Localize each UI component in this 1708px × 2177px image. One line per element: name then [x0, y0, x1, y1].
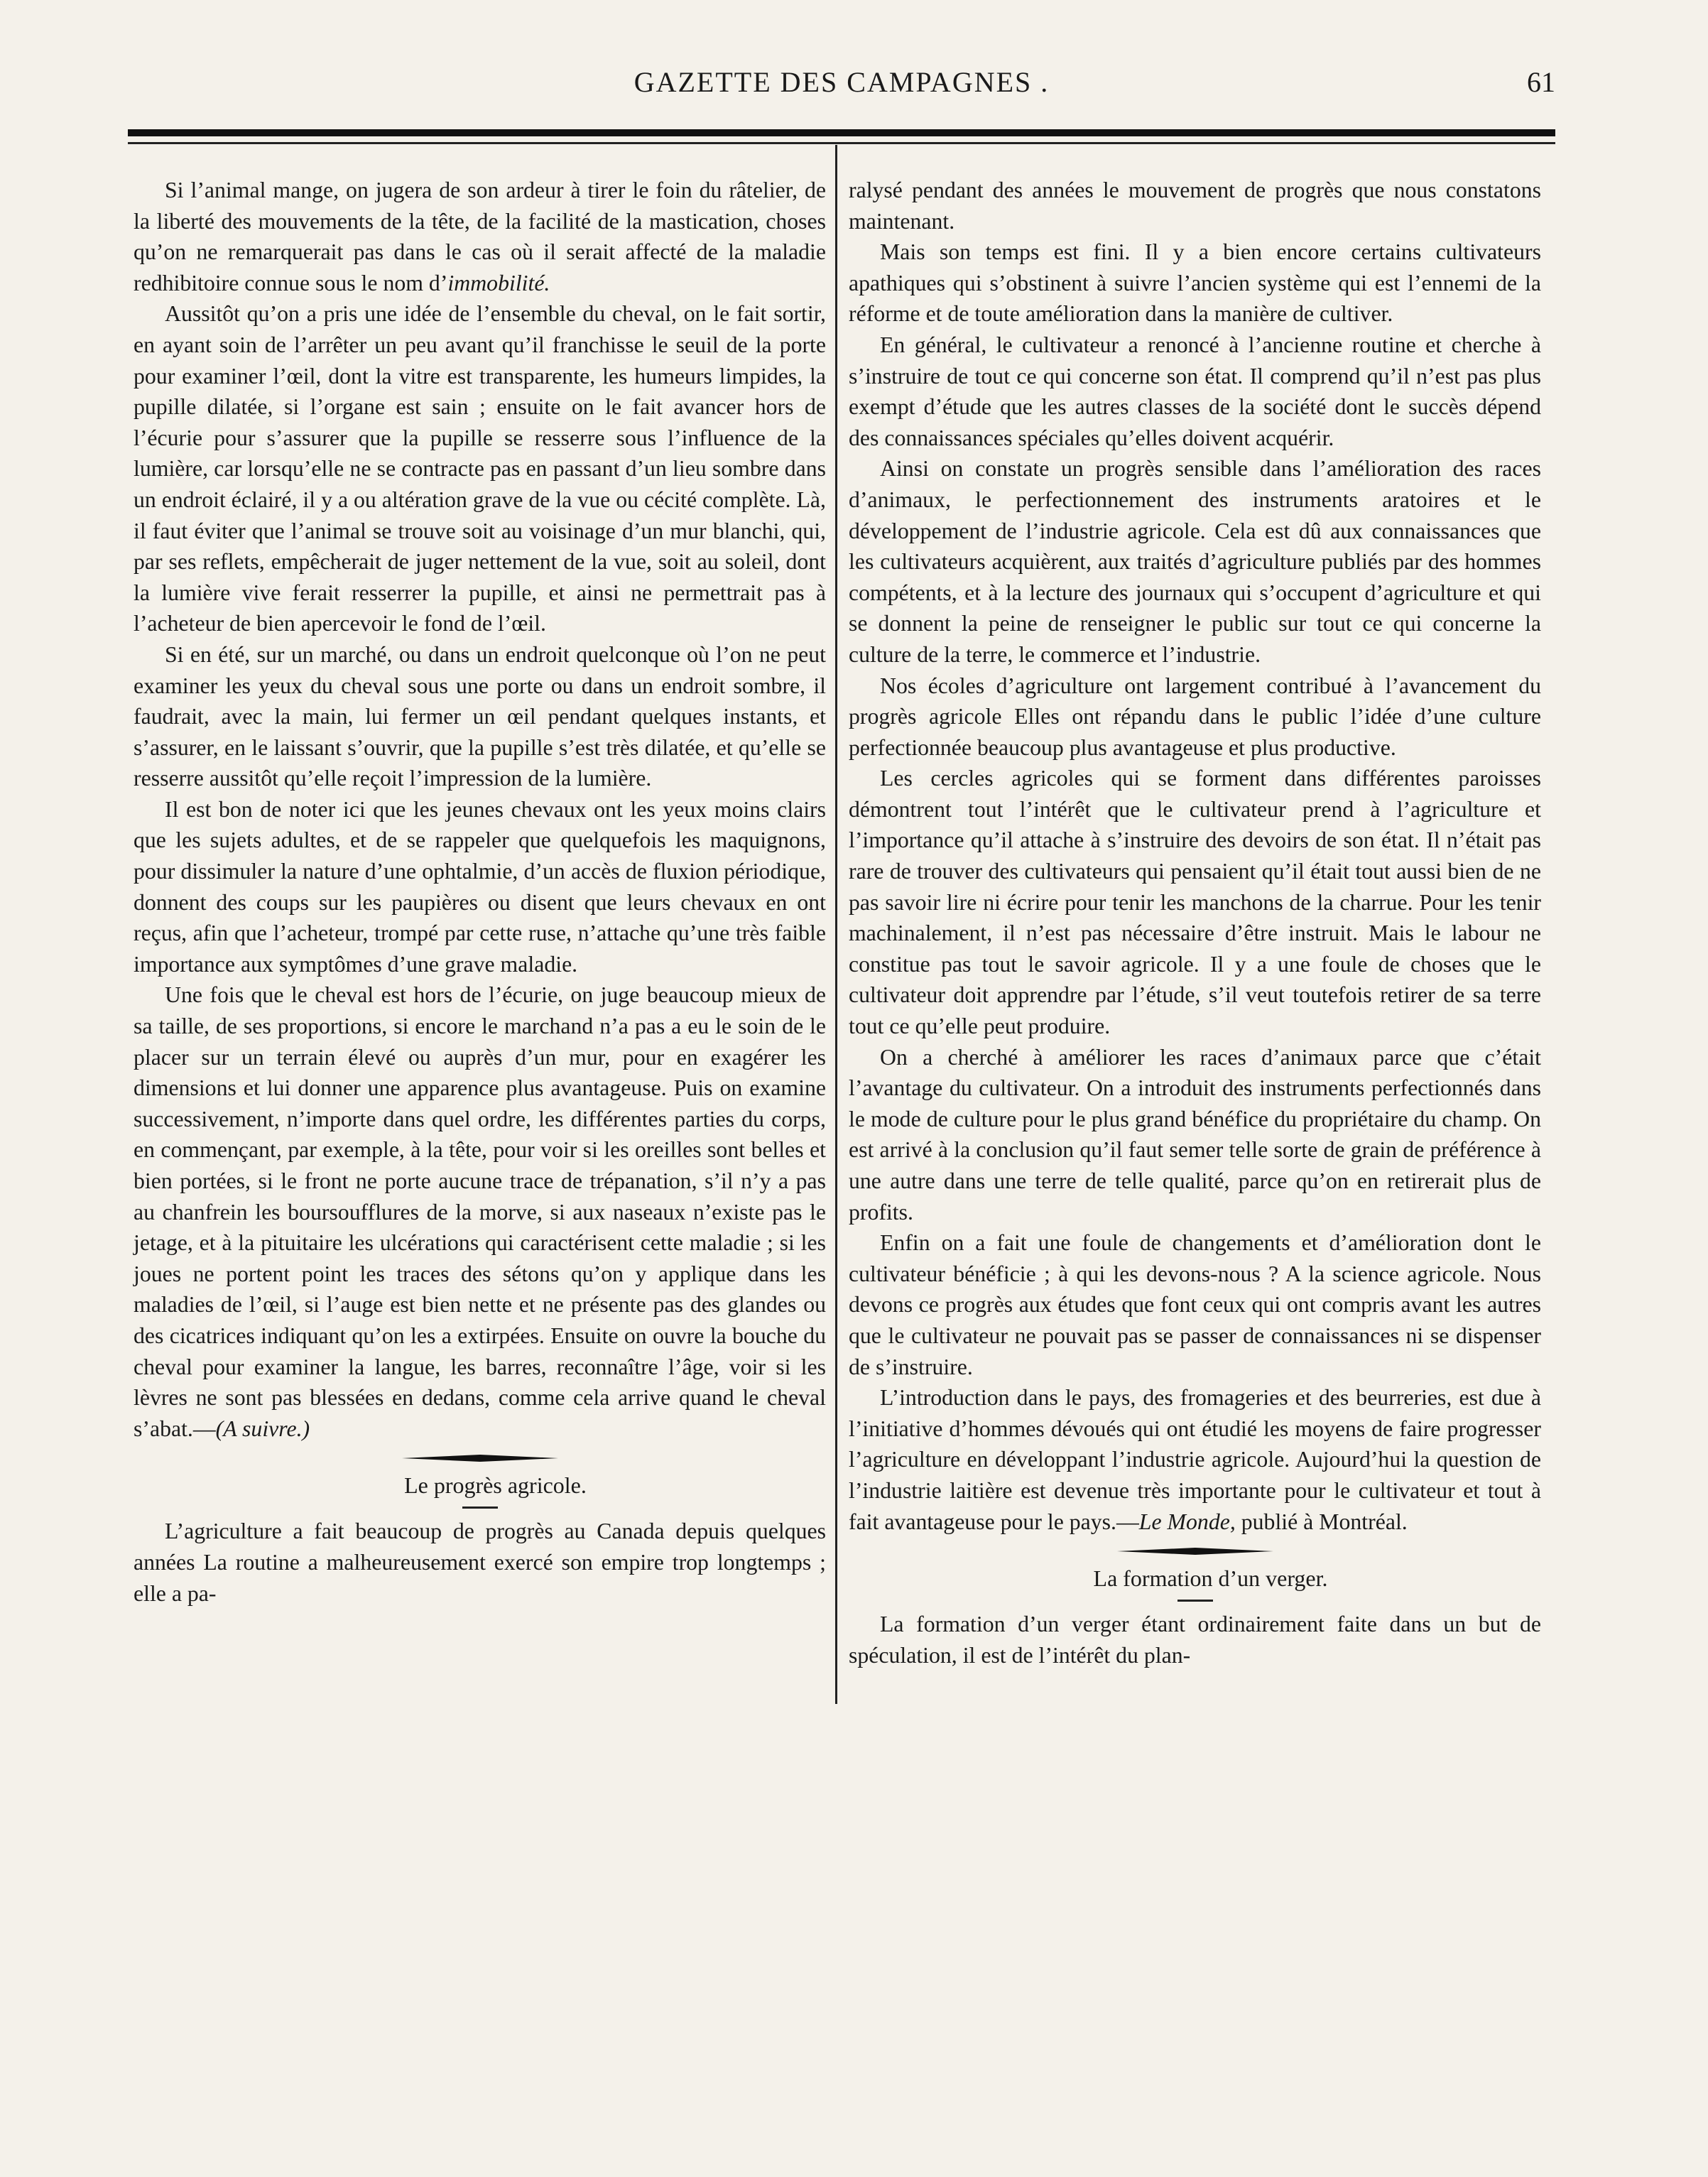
- paragraph-text: Une fois que le cheval est hors de l’écurie, on juge beaucoup mieux de sa taille, de ses proportions, si encore le marchand n’a pas a eu le soin de le placer sur un terrain élevé ou auprès d’un mur, pour en exagérer les dimensions et lui donner une apparence plus avantageuse. Puis on examine successivement, n’importe dans quel ordre, les différentes parties du corps, en commençant, par exemple, à la tête, pour voir si les oreilles sont belles et bien portées, si le front ne porte aucune trace de trépanation, s’il n’y a pas au chanfrein les boursoufflures de la morve, si aux naseaux n’existe pas le jetage, et à la pituitaire les ulcérations qui caractérisent cette maladie ; si les joues ne portent point les traces des sétons qu’on y applique dans les maladies de l’œil, si l’auge est bien nette et ne présente pas des glandes ou des cicatrices indiquant qu’on les a extirpées. Ensuite on ouvre la bouche du cheval pour examiner la langue, les barres, reconnaître l’âge, voir si les lèvres ne sont pas blessées en dedans, comme cela arrive quand le cheval s’abat.—: [134, 982, 826, 1441]
- paragraph: Mais son temps est fini. Il y a bien encore certains cultivateurs apathiques qui s’obstinent à suivre l’ancien système qui est l’ennemi de la réforme et de toute amélioration dans la manière de cultiver.: [849, 239, 1541, 327]
- paragraph-text: L’introduction dans le pays, des fromageries et des beurreries, est due à l’initiative d’hommes dévoués qui ont étudié les moyens de faire progresser l’agriculture en développant l’industrie agricole. Aujourd’hui la question de l’industrie laitière est devenue très importante pour le cultivateur et tout à fait avantageuse pour le pays.—: [849, 1385, 1541, 1534]
- paragraph: [134, 979, 826, 1444]
- header-rule-thin: [128, 142, 1555, 144]
- section-heading: La formation d’un verger.: [1093, 1565, 1328, 1592]
- paragraph: [134, 175, 826, 298]
- paragraph: Il est bon de noter ici que les jeunes chevaux ont les yeux moins clairs que les sujets adultes, et de se rappeler que quelquefois les maquignons, pour dissimuler la nature d’une ophtalmie, d’un accès de fluxion périodique, donnent des coups sur les paupières ou disent que leurs chevaux en ont reçus, afin que l’acheteur, trompé par cette ruse, n’attache qu’une très faible importance aux symptômes d’une grave maladie.: [134, 796, 826, 977]
- section-ornament: [402, 1454, 558, 1462]
- heading-divider: [1177, 1600, 1213, 1602]
- section-heading: Le progrès agricole.: [404, 1472, 587, 1499]
- page-title: GAZETTE DES CAMPAGNES .: [633, 66, 1050, 98]
- section-ornament: [1117, 1547, 1273, 1556]
- left-column: [134, 175, 826, 1609]
- paragraph: [849, 1382, 1541, 1537]
- paragraph-text: Si l’animal mange, on jugera de son ardeur à tirer le foin du râtelier, de la liberté des mouvements de la tête, de la facilité de la mastication, choses qu’on ne remarquerait pas dans le cas où il serait affecté de la maladie redhibitoire connue sous le nom d’: [134, 178, 826, 295]
- source-credit: Le Monde,: [1138, 1509, 1236, 1534]
- paragraph: Les cercles agricoles qui se forment dans différentes paroisses démontrent tout l’intérêt que le cultivateur prend à l’agriculture et l’importance qu’il attache à s’instruire des devoirs de son état. Il n’était pas rare de trouver des cultivateurs qui pensaient qu’il était tout aussi bien de ne pas savoir lire ni écrire pour tenir les manchons de la charrue. Pour les tenir machinalement, il n’est pas nécessaire d’être instruit. Mais le labour ne constitue pas tout le savoir agricole. Il y a une foule de choses que le cultivateur doit apprendre par l’étude, s’il veut toutefois retirer de sa terre tout ce qu’elle peut produire.: [849, 766, 1541, 1039]
- paragraph: Aussitôt qu’on a pris une idée de l’ensemble du cheval, on le fait sortir, en ayant soin de l’arrêter un peu avant qu’il franchisse le seuil de la porte pour examiner l’œil, dont la vitre est transparente, les humeurs limpides, la pupille dilatée, si l’organe est sain ; ensuite on le fait avancer hors de l’écurie pour s’assurer que la pupille se resserre sous l’influence de la lumière, car lorsqu’elle ne se contracte pas en passant d’un lieu sombre dans un endroit éclairé, il y a ou altération grave de la vue ou cécité complète. Là, il faut éviter que l’animal se trouve soit au voisinage d’un mur blanchi, qui, par ses reflets, empêcherait de juger nettement de la vue, soit au soleil, dont la lumière vive ferait resserrer la pupille, et ainsi ne permettrait pas à l’acheteur de bien apercevoir le fond de l’œil.: [134, 301, 826, 636]
- paragraph: Nos écoles d’agriculture ont largement contribué à l’avancement du progrès agricole Elles ont répandu dans le public l’idée d’une culture perfectionnée beaucoup plus avantageuse et plus productive.: [849, 673, 1541, 760]
- to-be-continued: (A suivre.): [215, 1416, 310, 1441]
- paragraph: Enfin on a fait une foule de changements et d’amélioration dont le cultivateur bénéficie ; à qui les devons-nous ? A la science agricole. Nous devons ce progrès aux études que font ceux qui ont compris avant les autres que le cultivateur ne pouvait pas se passer de connaissances ni se dispenser de s’instruire.: [849, 1230, 1541, 1379]
- paragraph: La formation d’un verger étant ordinairement faite dans un but de spéculation, il est de l’intérêt du plan-: [849, 1612, 1541, 1668]
- heading-divider: [462, 1506, 498, 1509]
- right-column: [849, 175, 1541, 1671]
- paragraph: Si en été, sur un marché, ou dans un endroit quelconque où l’on ne peut examiner les yeux du cheval sous une porte ou dans un endroit sombre, il faudrait, avec la main, lui fermer un œil pendant quelques instants, et s’assurer, en le laissant s’ouvrir, que la pupille s’est très dilatée, et qu’elle se resserre aussitôt qu’elle reçoit l’impression de la lumière.: [134, 641, 826, 791]
- paragraph: L’agriculture a fait beaucoup de progrès au Canada depuis quelques années La routine a malheureusement exercé son empire trop longtemps ; elle a pa-: [134, 1519, 826, 1606]
- header-rule-thick: [128, 129, 1555, 136]
- page-number: 61: [1527, 66, 1555, 98]
- emphasis-text: immobilité.: [447, 270, 550, 295]
- paragraph: On a cherché à améliorer les races d’animaux parce que c’était l’avantage du cultivateur. On a introduit des instruments perfectionnés dans le mode de culture pour le plus grand bénéfice du propriétaire du champ. On est arrivé à la conclusion qu’il faut semer telle sorte de grain de préférence à une autre dans une terre de telle qualité, parce qu’on en retirerait plus de profits.: [849, 1044, 1541, 1225]
- paragraph: En général, le cultivateur a renoncé à l’ancienne routine et cherche à s’instruire de tout ce qui concerne son état. Il comprend qu’il n’est pas plus exempt d’étude que les autres classes de la société dont le succès dépend des connaissances spéciales qu’elles doivent acquérir.: [849, 332, 1541, 450]
- column-separator: [835, 145, 837, 1704]
- paragraph: Ainsi on constate un progrès sensible dans l’amélioration des races d’animaux, le perfectionnement des instruments aratoires et le développement de l’industrie agricole. Cela est dû aux connaissances que les cultivateurs acquièrent, aux traités d’agriculture publiés par des hommes compétents, et à la lecture des journaux qui s’occupent d’agriculture et qui se donnent la peine de renseigner le public sur tout ce qui concerne la culture de la terre, le commerce et l’industrie.: [849, 456, 1541, 667]
- running-head: [128, 65, 1555, 108]
- paragraph: ralysé pendant des années le mouvement de progrès que nous constatons maintenant.: [849, 178, 1541, 234]
- paragraph-text: publié à Montréal.: [1235, 1509, 1408, 1534]
